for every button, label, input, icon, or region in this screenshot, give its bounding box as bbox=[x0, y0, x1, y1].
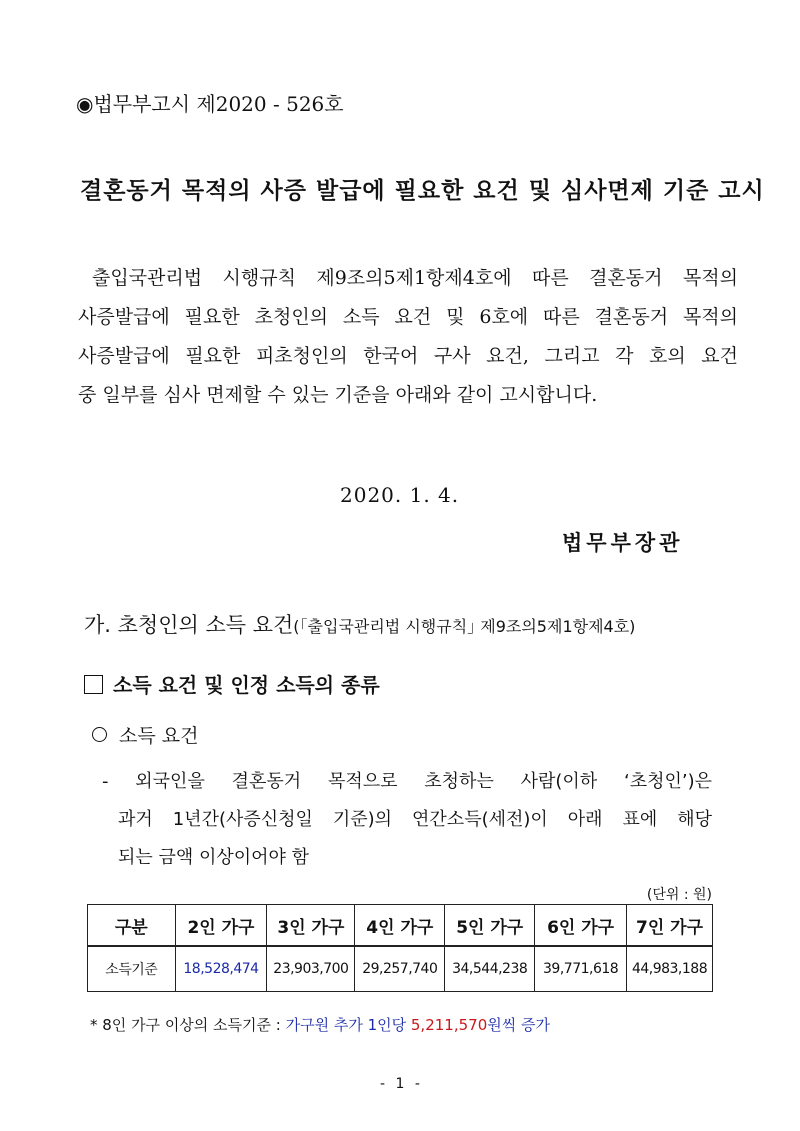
table-header: 6인 가구 bbox=[535, 905, 627, 947]
circle-bullet-icon bbox=[92, 727, 107, 742]
table-header: 구분 bbox=[88, 905, 176, 947]
table-cell: 39,771,618 bbox=[535, 946, 627, 992]
square-bullet-icon bbox=[84, 675, 103, 694]
table-unit-label: (단위 : 원) bbox=[646, 887, 712, 903]
desc-line: 되는 금액 이상이어야 함 bbox=[118, 847, 310, 868]
section-a-heading bbox=[84, 609, 635, 639]
income-requirement-description bbox=[102, 763, 712, 877]
table-row bbox=[88, 946, 713, 992]
table-header: 5인 가구 bbox=[445, 905, 535, 947]
footnote bbox=[90, 1014, 550, 1035]
table-header: 4인 가구 bbox=[355, 905, 445, 947]
item-income-requirement bbox=[92, 721, 198, 748]
table-header-row bbox=[88, 905, 713, 947]
subheading-text: 소득 요건 및 인정 소득의 종류 bbox=[113, 673, 380, 697]
subheading-income-types bbox=[84, 669, 380, 698]
table-header: 7인 가구 bbox=[627, 905, 713, 947]
item-title: 소득 요건 bbox=[119, 725, 199, 747]
intro-line: 사증발급에 필요한 초청인의 소득 요건 및 6호에 따른 결혼동거 목적의 bbox=[78, 306, 738, 328]
footnote-blue-text: 가구원 추가 1인당 bbox=[285, 1016, 411, 1034]
page-number: - 1 - bbox=[380, 1076, 423, 1092]
table-header: 3인 가구 bbox=[267, 905, 355, 947]
table-header: 2인 가구 bbox=[175, 905, 267, 947]
footnote-amount: 5,211,570 bbox=[410, 1016, 488, 1034]
table-cell: 34,544,238 bbox=[445, 946, 535, 992]
intro-line: 중 일부를 심사 면제할 수 있는 기준을 아래와 같이 고시합니다. bbox=[78, 384, 598, 406]
section-a-title: 가. 초청인의 소득 요건 bbox=[84, 613, 294, 637]
income-criteria-table bbox=[87, 904, 713, 992]
table-row-label: 소득기준 bbox=[88, 946, 176, 992]
desc-line: 과거 1년간(사증신청일 기준)의 연간소득(세전)이 아래 표에 해당 bbox=[118, 809, 712, 830]
footnote-prefix: * 8인 가구 이상의 소득기준 : bbox=[90, 1016, 286, 1034]
table-cell: 18,528,474 bbox=[175, 946, 267, 992]
intro-line: 사증발급에 필요한 피초청인의 한국어 구사 요건, 그리고 각 호의 요건 bbox=[78, 345, 738, 367]
intro-paragraph bbox=[78, 259, 738, 415]
table-cell: 23,903,700 bbox=[267, 946, 355, 992]
table-cell: 29,257,740 bbox=[355, 946, 445, 992]
section-a-reference: (｢출입국관리법 시행규칙｣ 제9조의5제1항제4호) bbox=[293, 617, 636, 636]
desc-line: - 외국인을 결혼동거 목적으로 초청하는 사람(이하 ‘초청인’)은 bbox=[102, 771, 712, 792]
intro-line: 출입국관리법 시행규칙 제9조의5제1항제4호에 따른 결혼동거 목적의 bbox=[92, 267, 738, 289]
document-title: 결혼동거 목적의 사증 발급에 필요한 요건 및 심사면제 기준 고시 bbox=[80, 177, 765, 204]
footnote-suffix: 원씩 증가 bbox=[487, 1016, 550, 1034]
minister-signature: 법무부장관 bbox=[562, 530, 684, 555]
table-cell: 44,983,188 bbox=[627, 946, 713, 992]
notice-number: ◉법무부고시 제2020 - 526호 bbox=[76, 92, 344, 116]
notice-date: 2020. 1. 4. bbox=[340, 483, 460, 507]
